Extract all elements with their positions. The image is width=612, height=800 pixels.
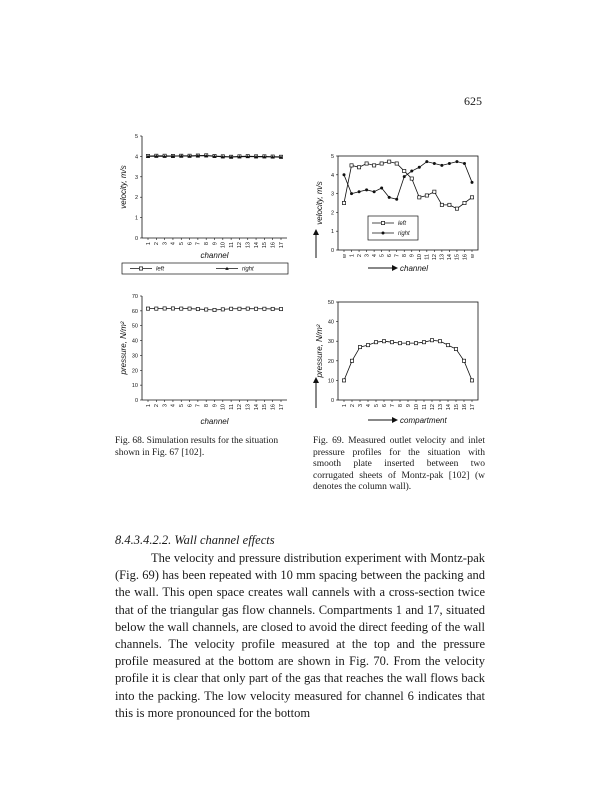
data-point-pressure [271,307,274,310]
x-tick-label: 3 [357,404,364,408]
data-point-pressure [382,340,385,343]
data-point-pressure [180,307,183,310]
data-point-pressure [366,344,369,347]
data-point-right [455,160,458,163]
data-point-right [350,192,353,195]
data-point-left [448,203,451,206]
data-point-right [380,186,383,189]
x-tick-label: 7 [394,254,401,258]
x-tick-label: 5 [179,404,186,408]
legend-marker-left [381,221,384,224]
data-point-pressure [279,307,282,310]
data-point-right [440,164,443,167]
data-point-right [463,162,466,165]
fig69-caption: Fig. 69. Measured outlet velocity and inlet pressure profiles for the situation with smooth plate inserted between two corrugated sheets of Montz-pak [102] (w denotes the column wall). [313,436,485,492]
x-tick-label: 3 [162,404,169,408]
x-tick-label: 16 [270,242,277,249]
data-point-pressure [374,341,377,344]
x-tick-label: 17 [278,242,285,249]
x-tick-label: 9 [212,242,219,246]
fig68-velocity-svg [112,128,302,278]
x-tick-label: 10 [417,254,424,261]
y-tick-label: 40 [327,319,334,326]
x-tick-label: 14 [253,242,260,249]
x-tick-label: 16 [462,254,469,261]
data-point-right [373,190,376,193]
x-tick-label: 6 [187,242,194,246]
data-point-pressure [462,359,465,362]
y-axis-label: pressure, N/m² [315,324,324,378]
x-tick-label: 7 [195,404,202,408]
y-tick-label: 0 [330,248,334,254]
data-point-left [388,160,391,163]
x-tick-label: 13 [437,404,444,411]
x-tick-label: 14 [253,404,260,411]
y-tick-label: 5 [134,134,138,140]
y-tick-label: 4 [330,172,334,179]
legend-label-right: right [242,266,254,273]
legend-label-left: left [398,221,407,227]
series-line-right [344,162,472,200]
data-point-right [410,170,413,173]
data-point-pressure [350,359,353,362]
data-point-left [350,164,353,167]
data-point-pressure [406,342,409,345]
page-number: 625 [464,94,482,108]
data-point-pressure [171,307,174,310]
y-tick-label: 50 [327,300,334,306]
series-line-pressure [344,340,472,380]
x-tick-label: 17 [278,404,285,411]
data-point-left [440,203,443,206]
data-point-left [357,166,360,169]
x-tick-label: 10 [413,404,420,411]
x-tick-label: 6 [386,254,393,258]
x-tick-label: 9 [405,404,412,408]
x-tick-label: 1 [349,254,356,258]
x-tick-label: 2 [356,254,363,258]
x-axis-label: channel [200,417,229,426]
legend-marker-left [139,267,142,270]
data-point-right [418,166,421,169]
data-point-right [425,160,428,163]
data-point-pressure [470,379,473,382]
x-tick-label: 12 [237,242,244,249]
data-point-left [425,194,428,197]
data-point-pressure [230,307,233,310]
fig68-velocity-chart [112,128,302,278]
legend-label-right: right [398,231,410,237]
y-tick-label: 5 [330,154,334,160]
x-tick-label: 15 [262,242,269,249]
x-tick-label: 11 [228,404,235,410]
data-point-pressure [390,341,393,344]
data-point-right [365,188,368,191]
data-point-pressure [155,307,158,310]
x-tick-label: 4 [170,242,177,246]
x-tick-label: 4 [371,254,378,258]
x-tick-label: 2 [349,404,356,408]
x-tick-label: 15 [453,404,460,411]
y-tick-label: 0 [134,236,138,242]
y-axis-label: pressure, N/m² [119,321,128,375]
data-point-pressure [342,379,345,382]
x-tick-label: 5 [379,254,386,258]
data-point-pressure [213,308,216,311]
y-tick-label: 10 [131,383,138,390]
x-tick-label: 11 [228,242,235,248]
data-point-left [365,162,368,165]
x-tick-label: 16 [270,404,277,411]
y-tick-label: 20 [327,358,334,365]
data-point-right [358,190,361,193]
x-axis-label: channel [200,251,229,260]
y-tick-label: 50 [131,323,138,330]
x-tick-label: 8 [397,404,404,408]
data-point-pressure [163,307,166,310]
y-tick-label: 70 [131,294,138,300]
x-tick-label: 1 [145,242,152,246]
data-point-pressure [358,345,361,348]
y-axis-arrowhead [313,229,319,235]
x-tick-label: 6 [381,404,388,408]
data-point-right [471,181,474,184]
x-tick-label: 8 [402,254,409,258]
data-point-left [342,201,345,204]
x-tick-label: 4 [365,404,372,408]
y-axis-label: velocity, m/s [315,181,324,225]
y-tick-label: 20 [131,368,138,375]
fig68-pressure-svg [112,290,302,430]
data-point-pressure [146,307,149,310]
x-tick-label: 15 [454,254,461,261]
y-tick-label: 1 [134,215,138,222]
data-point-right [433,162,436,165]
fig68-pressure-chart [112,290,302,430]
x-tick-label: 5 [179,242,186,246]
data-point-pressure [438,340,441,343]
data-point-right [448,162,451,165]
data-point-right [388,196,391,199]
data-point-pressure [398,342,401,345]
x-axis-label: channel [400,264,429,273]
data-point-left [410,177,413,180]
y-tick-label: 60 [131,308,138,315]
x-tick-label: 14 [445,404,452,411]
data-point-left [463,201,466,204]
x-tick-label: 11 [421,404,428,410]
x-tick-label: 2 [154,242,161,246]
legend-box [368,216,418,240]
data-point-pressure [246,307,249,310]
x-tick-label: 8 [203,242,210,246]
data-point-right [343,173,346,176]
data-point-right [395,198,398,201]
fig69-pressure-svg [308,296,488,430]
x-tick-label: 13 [439,254,446,261]
data-point-pressure [196,307,199,310]
data-point-pressure [188,307,191,310]
y-tick-label: 2 [330,210,334,217]
x-axis-label: compartment [400,416,447,425]
section-heading: 8.4.3.4.2.2. Wall channel effects [115,533,275,547]
data-point-left [403,169,406,172]
x-tick-label: 7 [389,404,396,408]
y-tick-label: 0 [330,398,334,404]
y-tick-label: 4 [134,154,138,161]
fig69-velocity-svg [308,148,488,278]
x-tick-label: 5 [373,404,380,408]
y-tick-label: 30 [131,353,138,360]
series-line-left [344,162,472,209]
x-tick-label: 10 [220,242,227,249]
x-tick-label: 15 [262,404,269,411]
data-point-pressure [454,347,457,350]
data-point-right [403,175,406,178]
x-tick-label: 13 [245,242,252,249]
x-axis-arrowhead [392,265,398,271]
x-axis-arrowhead [392,417,398,423]
data-point-pressure [430,339,433,342]
x-tick-label: 3 [364,254,371,258]
data-point-pressure [238,307,241,310]
y-axis-label: velocity, m/s [119,165,128,209]
x-tick-label: 10 [220,404,227,411]
data-point-left [380,162,383,165]
x-tick-label: 9 [212,404,219,408]
x-tick-label: 6 [187,404,194,408]
x-tick-label: 12 [429,404,436,411]
data-point-left [433,190,436,193]
section-body: The velocity and pressure distribution experiment with Montz-pak (Fig. 69) has been repeated with 10 mm spacing between the packing and the wall. This open space creates wall cannels with a cross-section twice that of the triangular gas flow channels. Compartments 1 and 17, situated below the wall channels, are closed to avoid the direct feeding of the wall channels. The velocity profile measured at the top and the pressure profile measured at the bottom are shown in Fig. 70. From the velocity profile it is clear that only part of the gas that reaches the wall flows back into the packing. The low velocity measured for channel 6 indicates that this is more pronounced for the bottom [115,551,485,720]
fig69-pressure-chart [308,296,488,430]
data-point-pressure [263,307,266,310]
y-tick-label: 3 [134,174,138,181]
x-tick-label: 4 [170,404,177,408]
data-point-pressure [414,342,417,345]
y-tick-label: 10 [327,378,334,385]
data-point-pressure [422,341,425,344]
data-point-left [455,207,458,210]
y-tick-label: 0 [134,398,138,404]
x-tick-label: 7 [195,242,202,246]
data-point-pressure [254,307,257,310]
x-tick-label: 1 [145,404,152,408]
data-point-pressure [221,308,224,311]
x-tick-label: 8 [203,404,210,408]
y-tick-label: 3 [330,191,334,198]
y-tick-label: 30 [327,339,334,346]
y-tick-label: 40 [131,338,138,345]
fig68-caption: Fig. 68. Simulation results for the situation shown in Fig. 67 [102]. [115,436,279,458]
data-point-pressure [446,344,449,347]
data-point-left [418,196,421,199]
x-tick-label: 2 [154,404,161,408]
x-tick-label: 12 [237,404,244,411]
x-tick-label: 9 [409,254,416,258]
y-tick-label: 2 [134,195,138,202]
data-point-left [470,196,473,199]
x-tick-label: 16 [461,404,468,411]
data-point-pressure [205,308,208,311]
data-point-left [373,164,376,167]
x-tick-label: 3 [162,242,169,246]
x-tick-label: 17 [469,404,476,411]
legend-label-left: left [156,266,165,273]
x-tick-label: 14 [447,254,454,261]
x-tick-label: w [341,254,348,258]
fig69-velocity-chart [308,148,488,278]
x-tick-label: 11 [424,254,431,260]
x-tick-label: w [469,254,476,258]
data-point-left [395,162,398,165]
legend-marker-right [382,232,385,235]
x-tick-label: 1 [341,404,348,408]
x-tick-label: 13 [245,404,252,411]
y-tick-label: 1 [330,229,334,236]
x-tick-label: 12 [432,254,439,261]
